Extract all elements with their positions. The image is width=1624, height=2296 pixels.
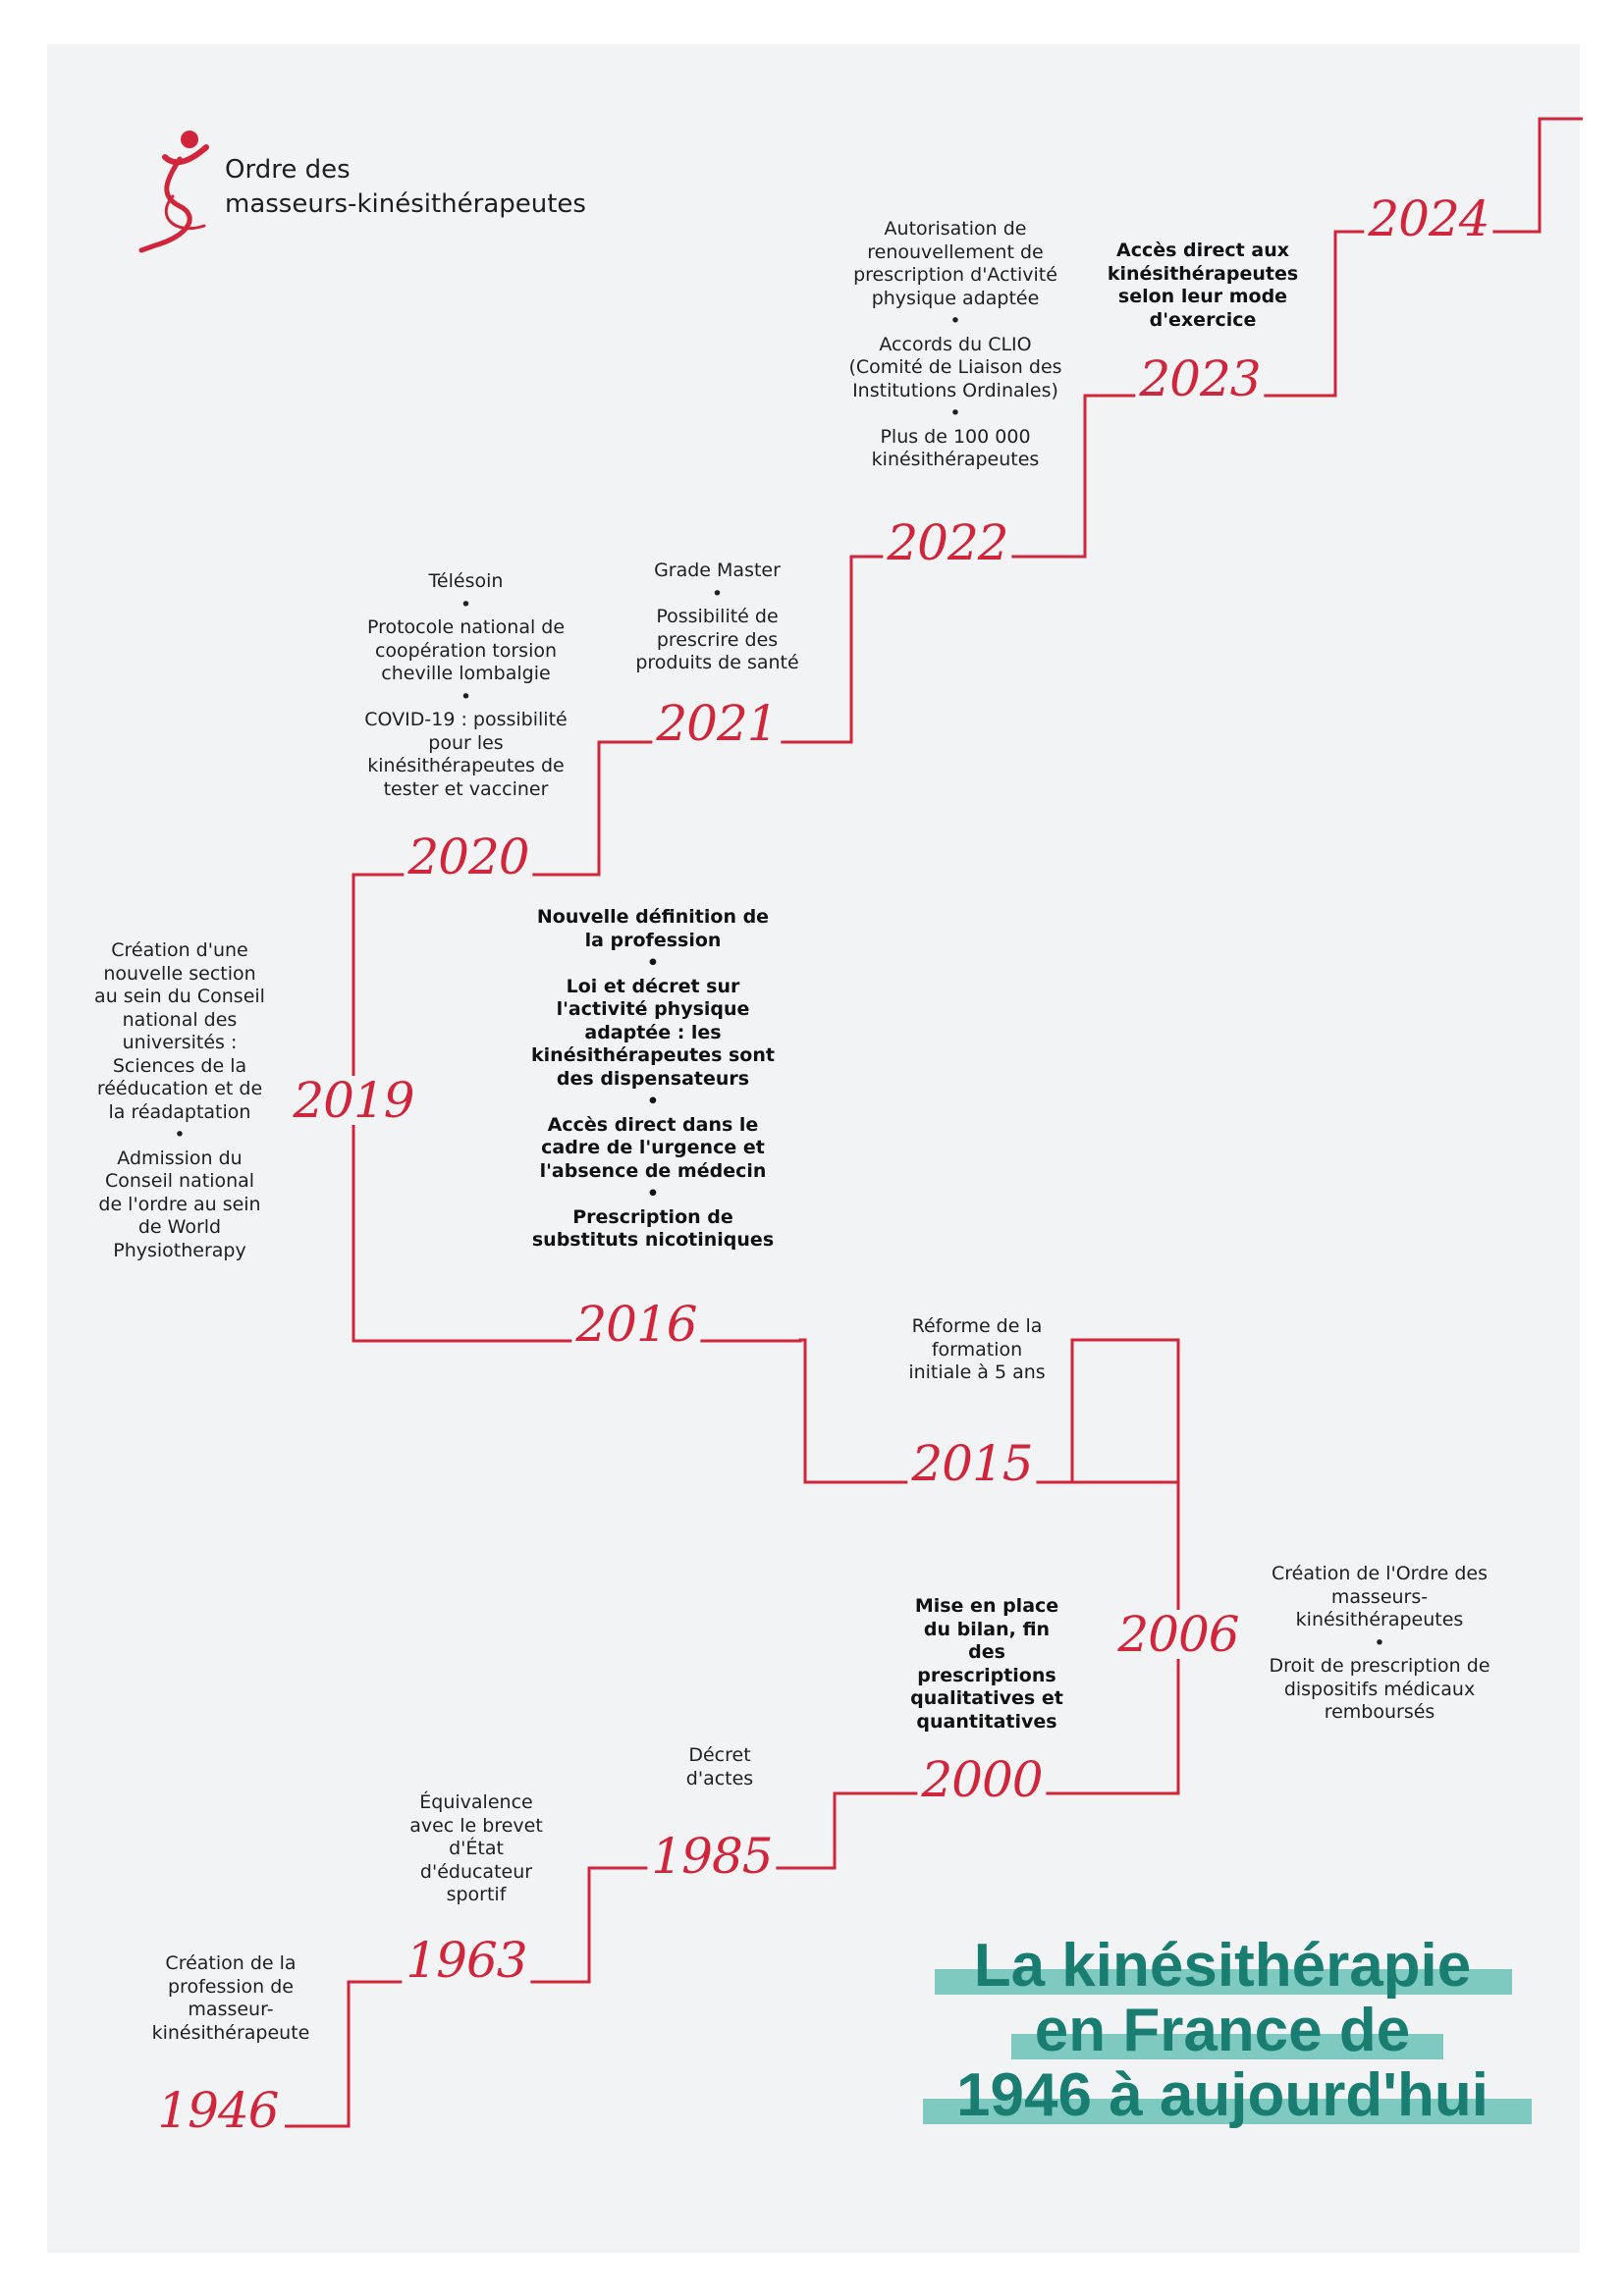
- event-text: Loi et décret sur l'activité physique adaptée : les kinésithérapeutes sont des dispensateurs: [531, 975, 775, 1090]
- title-line-1: La kinésithérapie: [913, 1934, 1532, 1999]
- event-2021: [626, 560, 808, 675]
- bullet-separator: •: [949, 310, 961, 332]
- event-2016: [530, 906, 776, 1253]
- bullet-separator: •: [1374, 1631, 1385, 1654]
- bullet-separator: •: [174, 1124, 186, 1146]
- event-1985: [671, 1744, 769, 1790]
- event-text: Grade Master: [654, 560, 781, 581]
- bullet-separator: •: [646, 1091, 660, 1112]
- title-line-2: en France de: [913, 1999, 1532, 2063]
- event-text: Accords du CLIO (Comité de Liaison des Institutions Ordinales): [848, 333, 1062, 401]
- year-2022: 2022: [883, 518, 1011, 567]
- event-text: Autorisation de renouvellement de prescription d'Activité physique adaptée: [853, 218, 1057, 309]
- event-text: Prescription de substituts nicotiniques: [531, 1205, 775, 1251]
- event-text: Décret d'actes: [685, 1744, 754, 1789]
- year-2000: 2000: [917, 1755, 1046, 1804]
- bullet-separator: •: [646, 952, 660, 974]
- event-text: Équivalence avec le brevet d'État d'éducateur sportif: [409, 1791, 543, 1905]
- event-text: Admission du Conseil national de l'ordre au sein de World Physiotherapy: [98, 1147, 261, 1261]
- bullet-separator: •: [646, 1183, 660, 1204]
- event-text: Plus de 100 000 kinésithérapeutes: [871, 425, 1040, 470]
- year-2024: 2024: [1364, 194, 1492, 243]
- event-2022: [842, 218, 1068, 472]
- event-text: Accès direct aux kinésithérapeutes selon leur mode d'exercice: [1107, 240, 1299, 331]
- brand-name-line2: masseurs-kinésithérapeutes: [225, 189, 586, 219]
- poster-title: [913, 1934, 1532, 2128]
- brand-logo: [135, 128, 224, 259]
- event-text: Droit de prescription de dispositifs médicaux remboursés: [1269, 1655, 1490, 1723]
- year-2021: 2021: [652, 699, 781, 748]
- event-text: Création de la profession de masseur-kinésithérapeute: [151, 1952, 310, 2044]
- event-2000: [908, 1595, 1065, 1734]
- title-line-3: 1946 à aujourd'hui: [913, 2063, 1532, 2128]
- year-2016: 2016: [571, 1300, 700, 1349]
- event-text: Mise en place du bilan, fin des prescriptions qualitatives et quantitatives: [910, 1595, 1063, 1733]
- event-text: Protocole national de coopération torsion cheville lombalgie: [366, 616, 566, 684]
- event-2023: [1105, 240, 1301, 332]
- year-2020: 2020: [404, 832, 532, 881]
- event-text: COVID-19 : possibilité pour les kinésithérapeutes de tester et vacciner: [364, 709, 568, 800]
- year-2006: 2006: [1113, 1610, 1242, 1659]
- event-1946: [147, 1952, 314, 2045]
- event-text: Possibilité de prescrire des produits de santé: [635, 606, 799, 673]
- year-2019: 2019: [289, 1076, 417, 1125]
- event-2015: [908, 1315, 1046, 1385]
- event-2006: [1257, 1563, 1502, 1725]
- event-text: Réforme de la formation initiale à 5 ans: [908, 1315, 1046, 1383]
- event-1963: [398, 1791, 555, 1907]
- bullet-separator: •: [460, 593, 472, 615]
- year-2023: 2023: [1135, 354, 1264, 403]
- event-text: Création d'une nouvelle section au sein du Conseil national des universités : Sciences de la rééducation et de la réadaptation: [94, 939, 265, 1123]
- year-2015: 2015: [907, 1439, 1036, 1488]
- event-text: Accès direct dans le cadre de l'urgence et l'absence de médecin: [539, 1113, 767, 1182]
- event-text: Nouvelle définition de la profession: [536, 906, 770, 951]
- event-2019: [91, 939, 268, 1262]
- bullet-separator: •: [711, 582, 724, 605]
- brand-name-line1: Ordre des: [225, 155, 351, 185]
- year-1963: 1963: [402, 1936, 530, 1985]
- bullet-separator: •: [460, 685, 472, 708]
- bullet-separator: •: [949, 402, 961, 424]
- event-text: Télésoin: [428, 570, 504, 592]
- year-1985: 1985: [647, 1832, 776, 1881]
- event-text: Création de l'Ordre des masseurs-kinésithérapeutes: [1272, 1563, 1488, 1630]
- event-2020: [355, 570, 576, 801]
- brand-name: [225, 153, 586, 222]
- kinesitherapist-figure-icon: [135, 128, 224, 255]
- year-1946: 1946: [153, 2086, 282, 2135]
